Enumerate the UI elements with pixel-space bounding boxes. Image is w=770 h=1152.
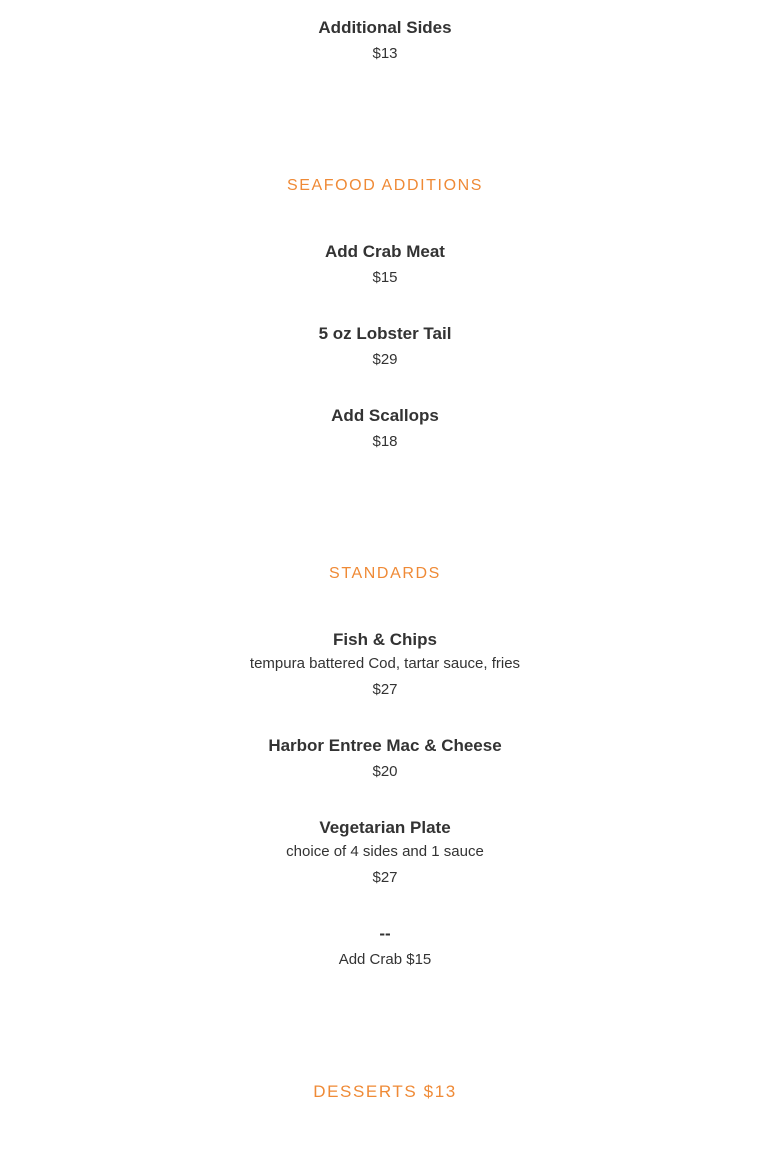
section-title: SEAFOOD ADDITIONS — [286, 177, 484, 194]
menu-item-name: Harbor Entree Mac & Cheese — [268, 736, 502, 755]
menu-item-price: Add Crab $15 — [338, 951, 432, 968]
section-title: DESSERTS $13 — [313, 1082, 457, 1101]
menu-item-price: $29 — [372, 351, 398, 368]
menu-item-price: $15 — [372, 269, 398, 286]
menu-item-name: 5 oz Lobster Tail — [318, 324, 452, 343]
menu-item-price: $18 — [372, 433, 398, 450]
menu-item-name: Fish & Chips — [333, 630, 437, 649]
menu-item-name: -- — [379, 924, 391, 943]
menu-item-name: Add Scallops — [331, 406, 439, 425]
menu-item-name: Add Crab Meat — [325, 242, 445, 261]
section-title: STANDARDS — [329, 565, 441, 582]
menu-item-description: tempura battered Cod, tartar sauce, fries — [249, 655, 521, 672]
menu-item-price: $27 — [372, 869, 398, 886]
menu-item-name: Additional Sides — [318, 18, 452, 37]
menu-item-price: $20 — [372, 763, 398, 780]
menu-item-name: Vegetarian Plate — [319, 818, 451, 837]
menu-item-price: $27 — [372, 681, 398, 698]
menu-item-price: $13 — [372, 45, 398, 62]
menu-item-description: choice of 4 sides and 1 sauce — [286, 843, 484, 860]
